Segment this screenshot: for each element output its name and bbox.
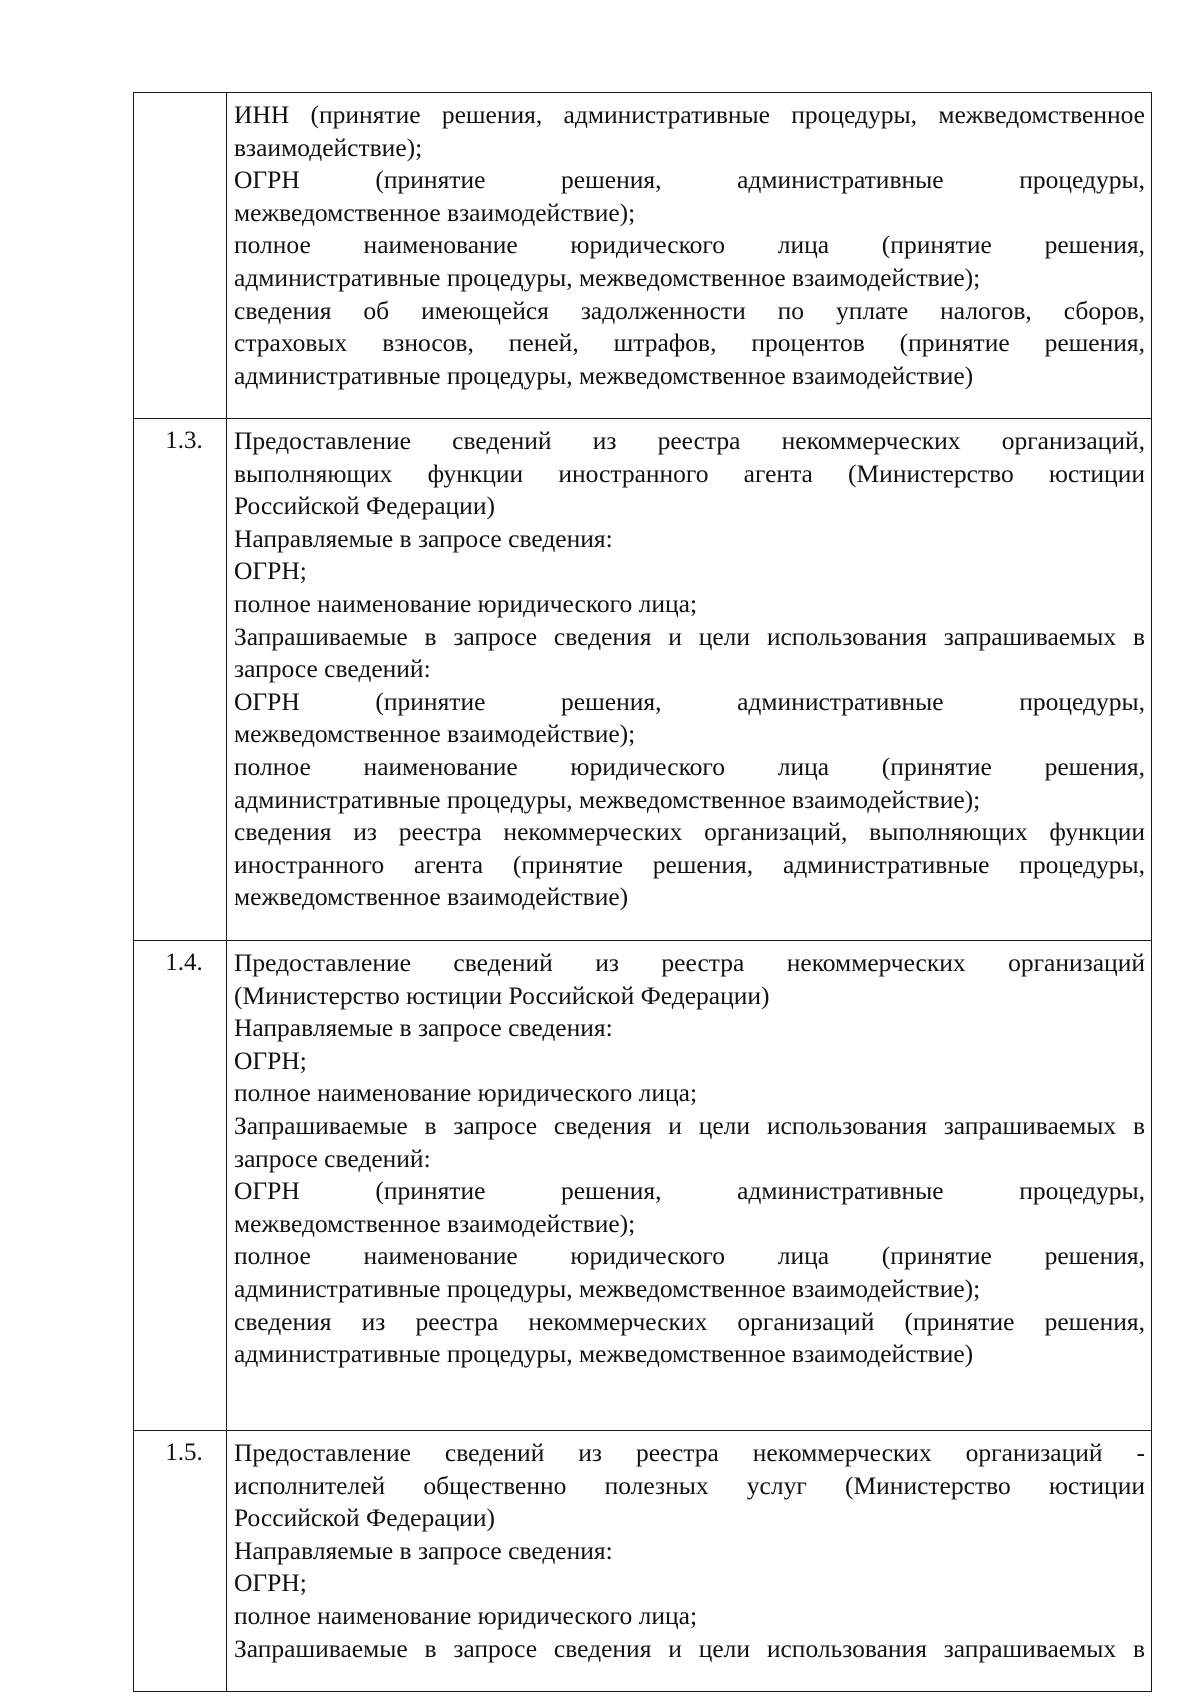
- text-line: полное наименование юридического лица;: [234, 1600, 698, 1630]
- text-line: исполнителей общественно полезных услуг (Министерство юстиции: [234, 1470, 1145, 1500]
- text-line: Направляемые в запросе сведения:: [234, 523, 613, 553]
- text-line: ОГРН;: [234, 556, 307, 586]
- row-number: 1.4.: [165, 949, 203, 976]
- row-text-cell: [227, 941, 1152, 1431]
- text-line: административные процедуры, межведомственное взаимодействие);: [234, 784, 981, 814]
- text-line: межведомственное взаимодействие);: [234, 197, 636, 227]
- row-number-cell: [134, 419, 227, 941]
- row-number-cell: [134, 1431, 227, 1692]
- text-line: полное наименование юридического лица;: [234, 588, 698, 618]
- row-number: 1.5.: [165, 1439, 203, 1466]
- text-line: Направляемые в запросе сведения:: [234, 1535, 613, 1565]
- text-line: запросе сведений:: [234, 654, 431, 684]
- text-line: ИНН (принятие решения, административные процедуры, межведомственное: [234, 100, 1145, 129]
- row-text-cell: [227, 1431, 1152, 1692]
- text-line: полное наименование юридического лица (принятие решения,: [234, 1241, 1145, 1271]
- text-line: межведомственное взаимодействие);: [234, 1208, 636, 1238]
- text-line: полное наименование юридического лица (принятие решения,: [234, 230, 1145, 260]
- text-line: страховых взносов, пеней, штрафов, процентов (принятие решения,: [234, 328, 1145, 358]
- text-line: иностранного агента (принятие решения, административные процедуры,: [234, 849, 1145, 879]
- table-row: [134, 93, 1152, 419]
- text-line: Предоставление сведений из реестра некоммерческих организаций -: [234, 1438, 1145, 1467]
- text-line: Российской Федерации): [234, 491, 495, 521]
- text-line: ОГРН;: [234, 1045, 307, 1075]
- text-line: взаимодействие);: [234, 132, 423, 162]
- text-line: межведомственное взаимодействие): [234, 882, 629, 912]
- text-line: Предоставление сведений из реестра некоммерческих организаций,: [234, 426, 1145, 455]
- text-line: административные процедуры, межведомственное взаимодействие): [234, 1339, 974, 1369]
- text-line: сведения об имеющейся задолженности по уплате налогов, сборов,: [234, 295, 1145, 325]
- table-row: [134, 1431, 1152, 1692]
- text-line: Запрашиваемые в запросе сведения и цели использования запрашиваемых в: [234, 1110, 1145, 1140]
- text-line: административные процедуры, межведомственное взаимодействие): [234, 360, 974, 390]
- text-line: выполняющих функции иностранного агента (Министерство юстиции: [234, 458, 1145, 488]
- services-table: [133, 92, 1152, 1692]
- text-line: ОГРН (принятие решения, административные процедуры,: [234, 165, 1145, 195]
- text-line: ОГРН;: [234, 1568, 307, 1598]
- text-line: (Министерство юстиции Российской Федерации): [234, 980, 770, 1010]
- text-line: полное наименование юридического лица (принятие решения,: [234, 751, 1145, 781]
- text-line: Предоставление сведений из реестра некоммерческих организаций: [234, 948, 1145, 977]
- table-row: [134, 941, 1152, 1431]
- text-line: административные процедуры, межведомственное взаимодействие);: [234, 262, 981, 292]
- row-number-cell: [134, 93, 227, 419]
- text-line: сведения из реестра некоммерческих организаций, выполняющих функции: [234, 817, 1145, 847]
- text-line: ОГРН (принятие решения, административные процедуры,: [234, 686, 1145, 716]
- text-line: сведения из реестра некоммерческих организаций (принятие решения,: [234, 1306, 1145, 1336]
- row-text-cell: [227, 419, 1152, 941]
- row-number-cell: [134, 941, 227, 1431]
- text-line: Российской Федерации): [234, 1503, 495, 1533]
- row-number: 1.3.: [165, 427, 203, 454]
- text-line: полное наименование юридического лица;: [234, 1078, 698, 1108]
- text-line: запросе сведений:: [234, 1143, 431, 1173]
- row-text-cell: [227, 93, 1152, 419]
- text-line: Запрашиваемые в запросе сведения и цели использования запрашиваемых в: [234, 1633, 1145, 1663]
- text-line: Запрашиваемые в запросе сведения и цели использования запрашиваемых в: [234, 621, 1145, 651]
- text-line: ОГРН (принятие решения, административные процедуры,: [234, 1176, 1145, 1206]
- text-line: межведомственное взаимодействие);: [234, 719, 636, 749]
- text-line: Направляемые в запросе сведения:: [234, 1013, 613, 1043]
- table-row: [134, 419, 1152, 941]
- text-line: административные процедуры, межведомственное взаимодействие);: [234, 1273, 981, 1303]
